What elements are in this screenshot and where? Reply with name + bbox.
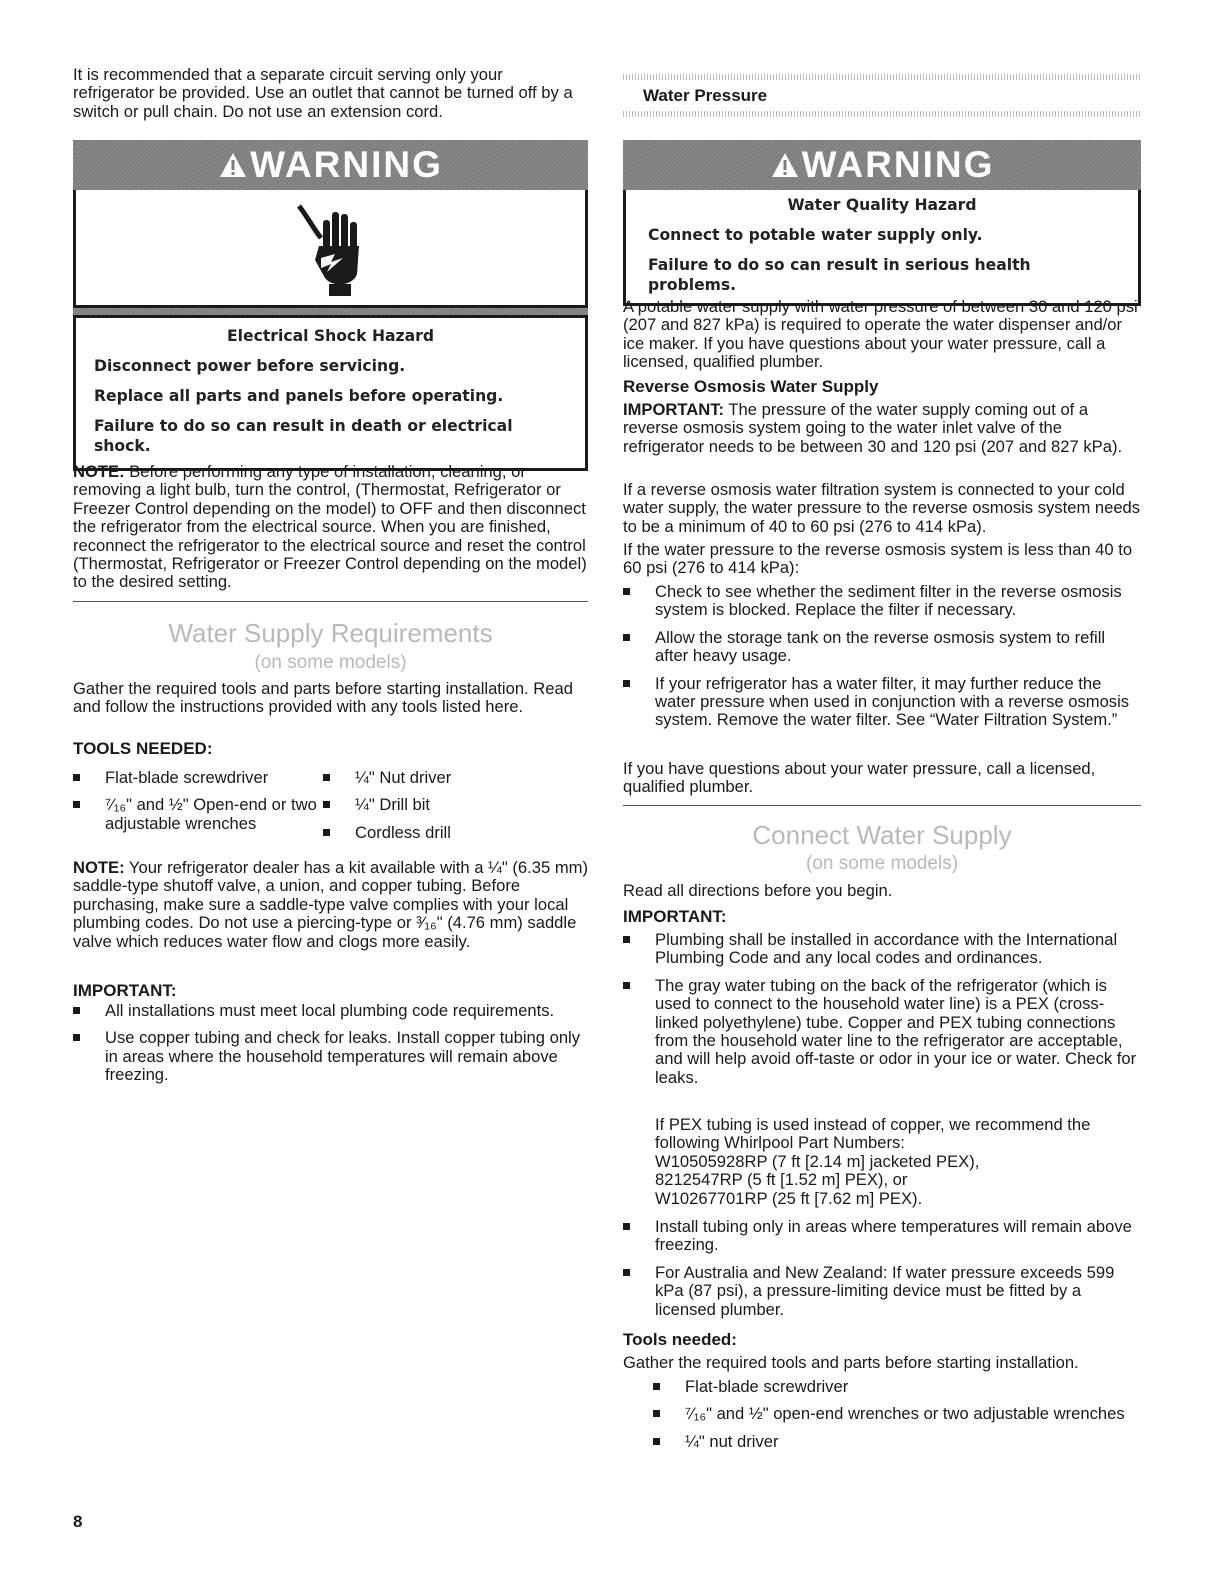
bullet-icon	[653, 1438, 660, 1445]
list-item: If your refrigerator has a water filter, it may further reduce the water pressure when used in conjunction with a reverse osmosis system. Remove the water filter. See “Water Filtration System.”	[623, 675, 1141, 730]
ro-important-paragraph: IMPORTANT: The pressure of the water supply coming out of a reverse osmosis system going to the water inlet valve of the refrigerator needs to be between 30 and 120 psi (207 and 827 kPa).	[623, 400, 1123, 456]
bullet-icon	[323, 829, 330, 836]
warning-word: WARNING	[801, 143, 995, 185]
bullet-icon	[623, 1269, 630, 1276]
bullet-icon	[73, 1007, 80, 1014]
note2-paragraph: NOTE: Your refrigerator dealer has a kit available with a ¼" (6.35 mm) saddle-type shutoff valve, a union, and copper tubing. Before purchasing, make sure a saddle-type valve complies with your local plumbing codes. Do not use a piercing-type or ³⁄₁₆" (4.76 mm) saddle valve which reduces water flow and clogs more easily.	[73, 858, 588, 951]
section-title: Connect Water Supply	[752, 820, 1012, 850]
bullet-icon	[623, 1223, 630, 1230]
page-number: 8	[73, 1512, 83, 1531]
important-heading: IMPORTANT:	[73, 981, 177, 1000]
ro-heading: Reverse Osmosis Water Supply	[623, 377, 879, 396]
list-item: Allow the storage tank on the reverse osmosis system to refill after heavy usage.	[623, 629, 1141, 666]
tools-list	[653, 1378, 1141, 1451]
warning-line: Failure to do so can result in serious health problems.	[648, 256, 1031, 294]
section-subtitle: (on some models)	[805, 853, 959, 874]
water-pressure-heading: Water Pressure	[643, 86, 768, 105]
warning-banner	[73, 140, 588, 190]
bullet-icon	[623, 588, 630, 595]
warning-word: WARNING	[250, 143, 443, 185]
ro-closing-paragraph: If you have questions about your water pressure, call a licensed, qualified plumber.	[623, 759, 1096, 797]
important-list-continued	[623, 1218, 1141, 1319]
warning-line: Failure to do so can result in death or electrical shock.	[94, 417, 513, 455]
tools-heading: TOOLS NEEDED:	[73, 739, 213, 758]
tools-gather-paragraph: Gather the required tools and parts before starting installation.	[623, 1353, 1079, 1372]
list-item: ⁷⁄₁₆" and ½" open-end wrenches or two adjustable wrenches	[653, 1405, 1141, 1423]
important-heading: IMPORTANT:	[623, 907, 727, 926]
electrical-warning-box	[73, 140, 588, 471]
note-paragraph: NOTE: Before performing any type of installation, cleaning, or removing a light bulb, turn the control, (Thermostat, Refrigerator or Freezer Control depending on the model) to OFF and then disconnect the refrigerator from the electrical source. When you are finished, reconnect the refrigerator to the electrical source and reset the control (Thermostat, Refrigerator or Freezer Control depending on the model) to the desired setting.	[73, 462, 587, 592]
list-item: Flat-blade screwdriver	[653, 1378, 1141, 1396]
list-item: Plumbing shall be installed in accordance with the International Plumbing Code and any local codes and ordinances.	[623, 931, 1141, 968]
bullet-icon	[73, 801, 80, 808]
list-item: ⁷⁄₁₆" and ½" Open-end or two adjustable wrenches	[73, 796, 323, 833]
list-item: Cordless drill	[323, 824, 588, 842]
bullet-icon	[323, 801, 330, 808]
tools-list	[73, 769, 588, 851]
list-item: Use copper tubing and check for leaks. Install copper tubing only in areas where the household temperatures will remain above freezing.	[73, 1029, 588, 1084]
warning-text-panel	[73, 315, 588, 471]
bullet-icon	[653, 1383, 660, 1390]
list-item: ¼" Drill bit	[323, 796, 588, 814]
warning-line: Replace all parts and panels before operating.	[94, 387, 504, 405]
bullet-icon	[653, 1410, 660, 1417]
list-item: The gray water tubing on the back of the refrigerator (which is used to connect to the household water line) is a PEX (cross-linked polyethylene) tube. Copper and PEX tubing connections from the household water line to the refrigerator are acceptable, and will help avoid off-taste or odor in your ice or water. Check for leaks.	[623, 977, 1141, 1087]
bullet-icon	[623, 982, 630, 989]
section-divider	[623, 805, 1141, 806]
warning-line: Disconnect power before servicing.	[94, 357, 406, 375]
warning-triangle-icon	[218, 151, 248, 179]
section-divider	[73, 601, 588, 602]
list-item: ¼" Nut driver	[323, 769, 588, 787]
read-all-paragraph: Read all directions before you begin.	[623, 881, 893, 900]
shock-icon-panel	[73, 190, 588, 308]
warning-text-panel	[623, 190, 1141, 306]
list-item: Check to see whether the sediment filter in the reverse osmosis system is blocked. Replace the filter if necessary.	[623, 583, 1141, 620]
list-item: Install tubing only in areas where temperatures will remain above freezing.	[623, 1218, 1141, 1255]
list-item: All installations must meet local plumbing code requirements.	[73, 1002, 588, 1020]
warning-banner	[623, 140, 1141, 190]
pex-block	[655, 1116, 1141, 1208]
bullet-icon	[323, 774, 330, 781]
gather-paragraph: Gather the required tools and parts before starting installation. Read and follow the instructions provided with any tools listed here.	[73, 679, 573, 717]
bullet-icon	[73, 1034, 80, 1041]
ro-paragraph: If a reverse osmosis water filtration system is connected to your cold water supply, the water pressure to the reverse osmosis system needs to be a minimum of 40 to 60 psi (276 to 414 kPa).	[623, 480, 1141, 536]
hazard-title: Electrical Shock Hazard	[227, 327, 434, 345]
section-subtitle: (on some models)	[254, 652, 407, 673]
hazard-title: Water Quality Hazard	[787, 196, 977, 214]
water-warning-box	[623, 140, 1141, 306]
section-title: Water Supply Requirements	[168, 618, 493, 648]
important-list	[623, 931, 1141, 1087]
pex-part: W10267701RP (25 ft [7.62 m] PEX).	[655, 1188, 923, 1208]
potable-paragraph: A potable water supply with water pressure of between 30 and 120 psi (207 and 827 kPa) is required to operate the water dispenser and/or ice maker. If you have questions about your water pressure, call a licensed, qualified plumber.	[623, 297, 1138, 372]
pex-paragraph: If PEX tubing is used instead of copper, we recommend the following Whirlpool Part Numbers:	[655, 1115, 1091, 1153]
warning-triangle-icon	[770, 151, 800, 179]
tools-heading: Tools needed:	[623, 1330, 737, 1349]
bullet-icon	[73, 774, 80, 781]
pex-part: 8212547RP (5 ft [1.52 m] PEX), or	[655, 1170, 908, 1190]
important-list	[73, 1002, 588, 1085]
ro-paragraph: If the water pressure to the reverse osmosis system is less than 40 to 60 psi (276 to 414 kPa):	[623, 540, 1133, 578]
electrical-shock-hand-icon	[293, 198, 373, 298]
list-item: ¼" nut driver	[653, 1433, 1141, 1451]
ro-list	[623, 583, 1141, 730]
warning-line: Connect to potable water supply only.	[648, 226, 983, 244]
intro-paragraph: It is recommended that a separate circuit serving only your refrigerator be provided. Use an outlet that cannot be turned off by a switch or pull chain. Do not use an extension cord.	[73, 65, 573, 121]
bullet-icon	[623, 634, 630, 641]
bullet-icon	[623, 936, 630, 943]
pex-part: W10505928RP (7 ft [2.14 m] jacketed PEX),	[655, 1151, 980, 1171]
list-item: For Australia and New Zealand: If water pressure exceeds 599 kPa (87 psi), a pressure-limiting device must be fitted by a licensed plumber.	[623, 1264, 1141, 1319]
list-item: Flat-blade screwdriver	[73, 769, 323, 787]
bullet-icon	[623, 680, 630, 687]
